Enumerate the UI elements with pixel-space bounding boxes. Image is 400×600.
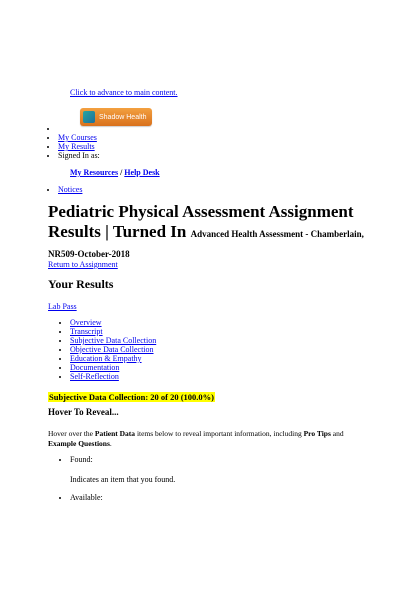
notices-list xyxy=(48,185,82,194)
assignment-title: Pediatric Physical Assessment Assignment Results | Turned In xyxy=(48,202,354,241)
tab-documentation-item xyxy=(70,363,156,372)
tab-objective-data-collection[interactable]: Objective Data Collection xyxy=(70,345,154,354)
my-results-link[interactable]: My Results xyxy=(58,142,95,151)
tab-self-reflection-item xyxy=(70,372,156,381)
logo-wordmark: Shadow Health xyxy=(99,113,147,121)
tab-self-reflection[interactable]: Self-Reflection xyxy=(70,372,119,381)
legend-available-label: Available: xyxy=(70,493,103,502)
logo-mark-icon xyxy=(83,111,95,123)
legend-available-item xyxy=(70,493,175,502)
resources-separator: / xyxy=(118,168,125,177)
signed-in-label xyxy=(58,151,100,160)
instructions-part-1: Hover over the xyxy=(48,429,95,438)
tab-education-item xyxy=(70,354,156,363)
return-to-assignment-link[interactable]: Return to Assignment xyxy=(48,260,118,269)
tab-subjective-data-collection[interactable]: Subjective Data Collection xyxy=(70,336,157,345)
legend-found-item xyxy=(70,455,175,484)
hover-to-reveal-heading: Hover To Reveal... xyxy=(48,407,119,417)
tab-objective-item xyxy=(70,345,156,354)
tab-overview[interactable]: Overview xyxy=(70,318,102,327)
help-desk-link[interactable]: Help Desk xyxy=(124,168,160,177)
course-name: Advanced Health Assessment - Chamberlain, NR509-October-2018 xyxy=(48,229,364,259)
score-banner: Subjective Data Collection: 20 of 20 (100.0%) xyxy=(49,392,215,402)
instructions-part-3: and xyxy=(330,429,344,438)
my-resources-link[interactable]: My Resources xyxy=(70,168,119,177)
tab-overview-item xyxy=(70,318,156,327)
example-questions-term: Example Questions xyxy=(48,439,110,448)
main-nav xyxy=(48,124,100,160)
pro-tips-term: Pro Tips xyxy=(303,429,331,438)
legend-found-label: Found: xyxy=(70,455,93,464)
instructions-text xyxy=(48,429,368,449)
lab-pass-link[interactable]: Lab Pass xyxy=(48,302,77,311)
legend-list xyxy=(60,455,175,511)
patient-data-term: Patient Data xyxy=(94,429,136,438)
nav-item-my-results xyxy=(58,142,100,151)
notices-link[interactable]: Notices xyxy=(58,185,83,194)
tab-subjective-item xyxy=(70,336,156,345)
notices-item xyxy=(58,185,82,194)
resources-links xyxy=(70,168,160,177)
tab-transcript[interactable]: Transcript xyxy=(70,327,103,336)
your-results-heading: Your Results xyxy=(48,277,114,291)
legend-found-note: Indicates an item that you found. xyxy=(70,475,176,484)
skip-to-content-link[interactable]: Click to advance to main content. xyxy=(70,88,178,97)
signed-in-text: Signed In as: xyxy=(58,151,100,160)
page-title xyxy=(48,202,368,262)
nav-empty-item xyxy=(58,124,100,133)
results-tabs xyxy=(60,318,156,381)
nav-item-my-courses xyxy=(58,133,100,142)
tab-documentation[interactable]: Documentation xyxy=(70,363,120,372)
instructions-part-2: items below to reveal important information, including xyxy=(135,429,304,438)
tab-education-empathy[interactable]: Education & Empathy xyxy=(70,354,142,363)
tab-transcript-item xyxy=(70,327,156,336)
my-courses-link[interactable]: My Courses xyxy=(58,133,97,142)
instructions-part-4: . xyxy=(109,439,112,448)
